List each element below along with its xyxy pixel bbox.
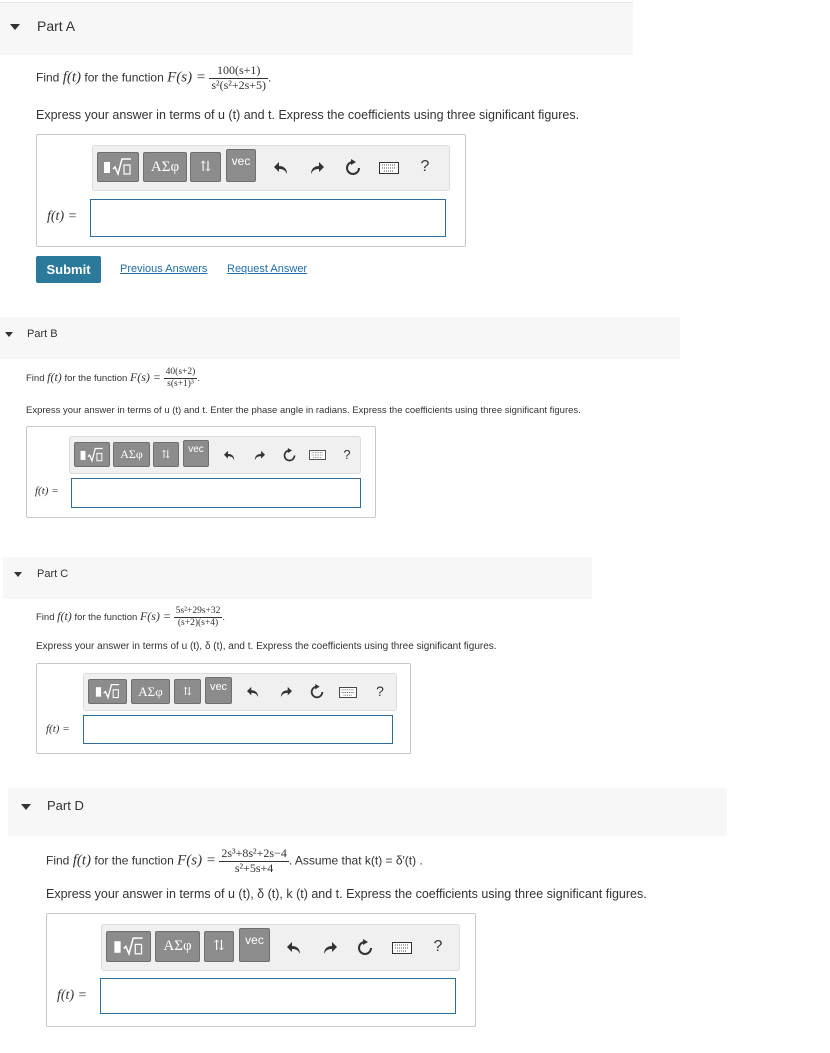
redo-icon[interactable] — [307, 158, 327, 178]
vector-button[interactable]: vec — [226, 149, 256, 182]
fraction-numerator: 40(s+2) — [165, 367, 196, 377]
help-icon[interactable]: ? — [420, 158, 430, 175]
collapse-caret-icon[interactable] — [21, 804, 31, 810]
templates-button[interactable] — [106, 931, 151, 962]
fraction-numerator: 5s²+29s+32 — [175, 606, 221, 616]
templates-button[interactable] — [74, 442, 110, 467]
answer-box-b — [26, 426, 376, 518]
answer-box-a — [36, 134, 466, 247]
fraction-denominator: s²+5s+4 — [219, 861, 289, 876]
Fs-symbol: F(s) = — [139, 608, 172, 623]
part-c-title: Part C — [37, 568, 69, 580]
answer-label: f(t) = — [46, 723, 70, 735]
keyboard-icon[interactable] — [338, 683, 358, 701]
answer-label: f(t) = — [35, 485, 59, 497]
assume-text: . Assume that k(t) = δ′(t) . — [288, 853, 423, 868]
part-d-header[interactable] — [8, 788, 727, 836]
ft-symbol: f(t) — [72, 852, 92, 869]
undo-icon[interactable] — [244, 683, 262, 701]
redo-icon[interactable] — [320, 938, 340, 958]
reset-icon[interactable] — [343, 158, 363, 178]
vector-button[interactable]: vec — [205, 677, 232, 704]
find-prefix: Find — [26, 372, 45, 384]
answer-box-d — [46, 913, 476, 1027]
answer-label: f(t) = — [47, 209, 78, 224]
subscript-superscript-button[interactable]: ⇅ — [204, 931, 234, 962]
subscript-superscript-button[interactable]: ⇅ — [190, 152, 221, 182]
find-mid: for the function — [94, 853, 174, 868]
previous-answers-link[interactable]: Previous Answers — [120, 263, 208, 275]
help-icon[interactable]: ? — [433, 938, 443, 955]
part-a-instructions: Express your answer in terms of u (t) and t. Express the coefficients using three significant figures. — [36, 108, 580, 122]
answer-box-c — [36, 663, 411, 754]
fraction-denominator: s(s+1)³ — [164, 378, 198, 390]
find-mid: for the function — [74, 611, 138, 623]
part-c-instructions: Express your answer in terms of u (t), δ (t), and t. Express the coefficients using three significant figures. — [36, 641, 497, 652]
math-toolbar — [101, 924, 460, 971]
part-c-header[interactable] — [3, 557, 592, 599]
help-icon[interactable]: ? — [376, 683, 384, 699]
transfer-fraction — [174, 606, 223, 629]
greek-button[interactable]: ΑΣφ — [155, 931, 200, 962]
collapse-caret-icon[interactable] — [10, 24, 20, 30]
collapse-caret-icon[interactable] — [5, 332, 13, 337]
answer-input[interactable] — [90, 199, 446, 237]
submit-button[interactable]: Submit — [36, 256, 101, 283]
answer-input[interactable] — [83, 715, 393, 744]
greek-button[interactable]: ΑΣφ — [113, 442, 150, 467]
subscript-superscript-button[interactable]: ⇅ — [153, 442, 179, 467]
part-d-instructions: Express your answer in terms of u (t), δ (t), k (t) and t. Express the coefficients using three significant figures. — [46, 887, 647, 901]
undo-icon[interactable] — [220, 446, 238, 464]
Fs-symbol: F(s) = — [177, 852, 216, 869]
templates-button[interactable] — [97, 152, 139, 182]
part-c-question: Find f(t) for the function F(s) = $\frac{\text{5s²+29s+32}}{(s+2)(s+4)}$ . — [36, 606, 226, 628]
keyboard-icon[interactable] — [377, 158, 401, 178]
help-icon[interactable]: ? — [343, 446, 351, 462]
part-a-question: Find f(t) for the function F(s) = $\frac{100(s+1)}{\text{s²(s²+2s+5)}}$ . — [36, 63, 272, 92]
greek-button[interactable]: ΑΣφ — [143, 152, 187, 182]
fraction-numerator: 2s³+8s²+2s−4 — [221, 846, 287, 860]
greek-button[interactable]: ΑΣφ — [131, 679, 170, 704]
part-b-header[interactable] — [0, 317, 680, 359]
undo-icon[interactable] — [271, 158, 291, 178]
math-toolbar — [69, 436, 361, 474]
find-prefix: Find — [36, 70, 60, 85]
keyboard-icon[interactable] — [390, 938, 414, 958]
reset-icon[interactable] — [355, 938, 375, 958]
transfer-fraction — [219, 847, 289, 876]
part-d-question — [46, 847, 423, 876]
templates-button[interactable] — [88, 679, 127, 704]
part-b-question: Find f(t) for the function F(s) = $\frac{40(s+2)}{\text{s(s+1)³}}$ . — [26, 367, 200, 389]
redo-icon[interactable] — [277, 683, 295, 701]
ft-symbol: f(t) — [57, 608, 72, 623]
part-a-header[interactable] — [0, 2, 633, 55]
Fs-symbol: F(s) = — [167, 69, 206, 86]
part-b-title: Part B — [27, 328, 58, 340]
fraction-numerator: 100(s+1) — [216, 63, 261, 77]
find-prefix: Find — [46, 853, 70, 868]
reset-icon[interactable] — [280, 446, 298, 464]
math-toolbar — [83, 673, 397, 711]
undo-icon[interactable] — [284, 938, 304, 958]
request-answer-link[interactable]: Request Answer — [227, 263, 308, 275]
reset-icon[interactable] — [308, 683, 326, 701]
transfer-fraction — [209, 64, 268, 93]
subscript-superscript-button[interactable]: ⇅ — [174, 679, 201, 704]
math-toolbar — [92, 145, 450, 191]
radical-icon — [101, 156, 135, 178]
redo-icon[interactable] — [250, 446, 268, 464]
vector-button[interactable]: vec — [183, 440, 209, 467]
answer-input[interactable] — [71, 478, 361, 508]
collapse-caret-icon[interactable] — [14, 572, 22, 577]
part-b-instructions: Express your answer in terms of u (t) and t. Enter the phase angle in radians. Express the coefficients using three significant figures. — [26, 405, 581, 416]
answer-label: f(t) = — [57, 988, 88, 1003]
keyboard-icon[interactable] — [307, 446, 327, 464]
fraction-denominator: s²(s²+2s+5) — [211, 77, 267, 92]
find-prefix: Find — [36, 611, 55, 623]
vector-button[interactable]: vec — [239, 928, 270, 962]
part-d-title: Part D — [47, 798, 84, 813]
Fs-symbol: F(s) = — [129, 369, 162, 384]
answer-input[interactable] — [100, 978, 456, 1014]
transfer-fraction — [164, 367, 198, 390]
find-mid: for the function — [84, 70, 164, 85]
find-mid: for the function — [64, 372, 128, 384]
fraction-denominator: (s+2)(s+4) — [174, 617, 223, 629]
part-a-title: Part A — [37, 18, 76, 34]
ft-symbol: f(t) — [47, 369, 62, 384]
ft-symbol: f(t) — [62, 69, 82, 86]
